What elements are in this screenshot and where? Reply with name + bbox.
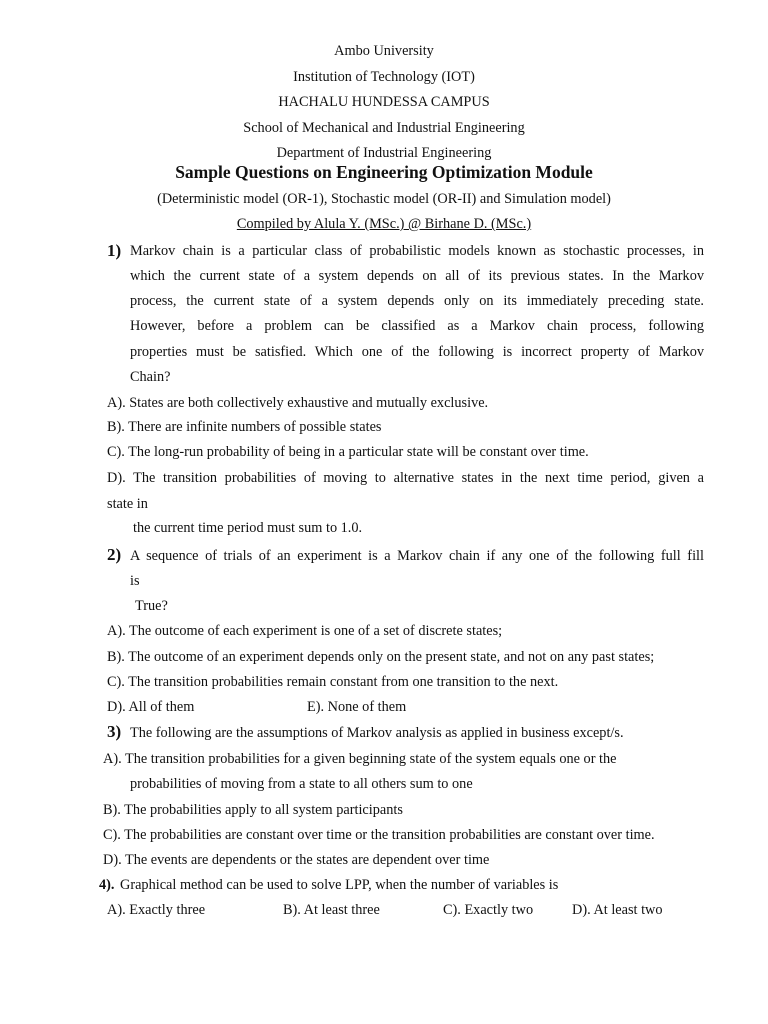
q2-option-b: B). The outcome of an experiment depends only on the present state, and not on any past states; [107, 649, 655, 665]
q3-option-b: B). The probabilities apply to all system participants [103, 802, 403, 818]
compiled-by: Compiled by Alula Y. (MSc.) @ Birhane D. (MSc.) [236, 216, 532, 232]
q2-option-c: C). The transition probabilities remain constant from one transition to the next. [107, 674, 559, 690]
document-subtitle: (Deterministic model (OR-1), Stochastic model (OR-II) and Simulation model) [157, 191, 611, 207]
q1-line-1: Markov chain is a particular class of probabilistic models known as stochastic processes, in [130, 243, 704, 259]
q1-line-2: which the current state of a system depends on all of its previous states. In the Markov [130, 268, 704, 284]
q3-line-1: The following are the assumptions of Markov analysis as applied in business except/s. [130, 725, 624, 741]
q2-line-2: is [130, 573, 140, 589]
q3-number: 3) [107, 722, 122, 741]
q3-option-a-line-1: A). The transition probabilities for a given beginning state of the system equals one or the [103, 751, 617, 767]
q1-number: 1) [107, 241, 122, 260]
q1-line-3: process, the current state of a system depends only on its immediately preceding state. [130, 293, 704, 309]
q1-option-d-line-3: the current time period must sum to 1.0. [133, 520, 363, 536]
school-name: School of Mechanical and Industrial Engineering [243, 120, 525, 136]
department-name: Department of Industrial Engineering [276, 145, 492, 161]
q2-option-e: E). None of them [307, 699, 407, 715]
q4-option-d: D). At least two [572, 902, 663, 918]
q1-option-b: B). There are infinite numbers of possible states [107, 419, 382, 435]
q3-option-d: D). The events are dependents or the states are dependent over time [103, 852, 490, 868]
document-title: Sample Questions on Engineering Optimization Module [175, 162, 593, 182]
q1-option-d-line-1: D). The transition probabilities of moving to alternative states in the next time period, given a [107, 470, 704, 486]
compiled-by-row [0, 215, 768, 233]
institution-name: Institution of Technology (IOT) [293, 69, 475, 85]
q1-option-a: A). States are both collectively exhaustive and mutually exclusive. [107, 395, 489, 411]
q4-line-1: Graphical method can be used to solve LPP, when the number of variables is [120, 877, 559, 893]
q1-line-5: properties must be satisfied. Which one of the following is incorrect property of Markov [130, 344, 704, 360]
q3-option-c: C). The probabilities are constant over time or the transition probabilities are constant over time. [103, 827, 655, 843]
q2-option-a: A). The outcome of each experiment is one of a set of discrete states; [107, 623, 503, 639]
q1-line-6: Chain? [130, 369, 171, 385]
q1-option-c: C). The long-run probability of being in a particular state will be constant over time. [107, 444, 589, 460]
q2-number: 2) [107, 545, 122, 564]
q4-option-b: B). At least three [283, 902, 380, 918]
q3-option-a-line-2: probabilities of moving from a state to all others sum to one [130, 776, 473, 792]
q2-line-1: A sequence of trials of an experiment is a Markov chain if any one of the following full fill [130, 548, 704, 564]
q4-number: 4). [99, 877, 115, 893]
q4-option-c: C). Exactly two [443, 902, 534, 918]
university-name: Ambo University [334, 43, 434, 59]
campus-name: HACHALU HUNDESSA CAMPUS [278, 94, 490, 110]
q2-option-d: D). All of them [107, 699, 195, 715]
q2-line-3: True? [135, 598, 168, 614]
q1-option-d-line-2: state in [107, 496, 148, 512]
q1-line-4: However, before a problem can be classified as a Markov chain process, following [130, 318, 704, 334]
q4-option-a: A). Exactly three [107, 902, 206, 918]
